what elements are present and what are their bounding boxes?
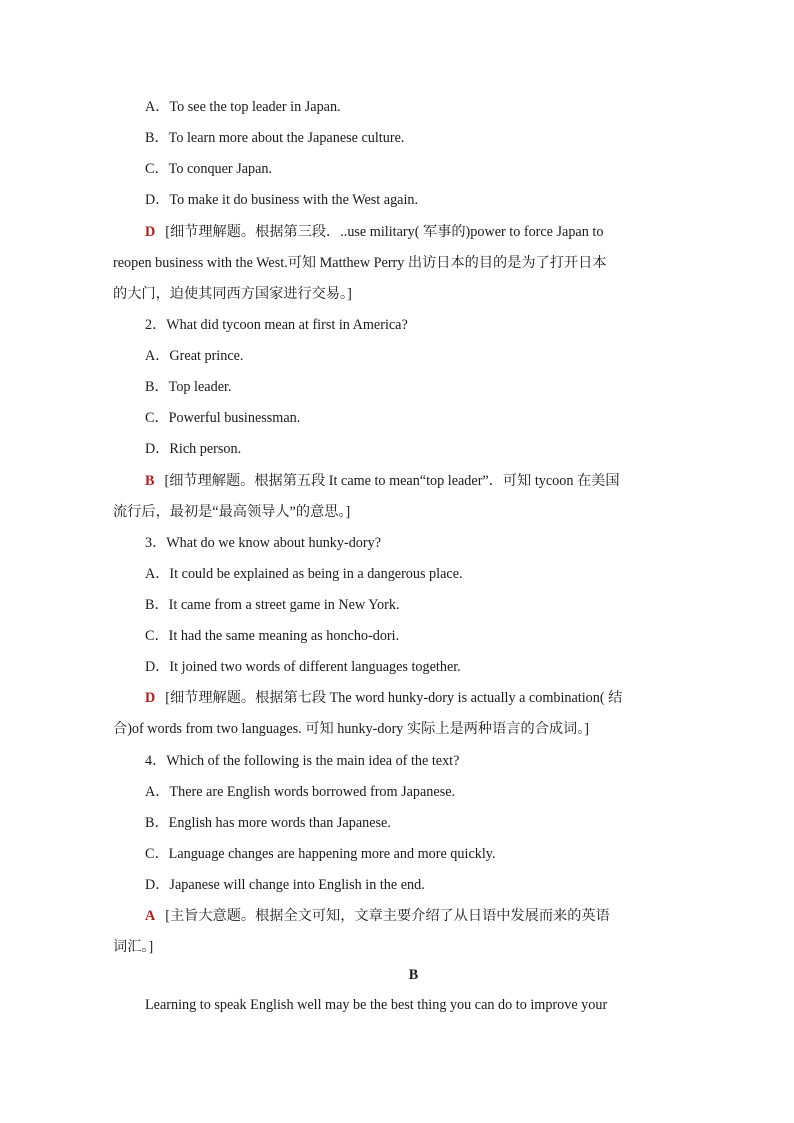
q4-option-d: D．Japanese will change into English in the end. — [145, 877, 425, 893]
q1-option-b: B．To learn more about the Japanese culture. — [145, 130, 405, 146]
q1-explanation-line3: 的大门，迫使其同西方国家进行交易。] — [113, 286, 352, 302]
q3-option-a: A．It could be explained as being in a dangerous place. — [145, 566, 463, 582]
section-b-first-line: Learning to speak English well may be the best thing you can do to improve your — [145, 997, 608, 1013]
q4-answer-key: A — [145, 908, 156, 924]
q4-explanation-line1: [主旨大意题。根据全文可知，文章主要介绍了从日语中发展而来的英语 — [165, 908, 610, 924]
q4-answer-explanation — [145, 906, 610, 926]
q4-question: 4．Which of the following is the main idea of the text? — [145, 753, 460, 769]
q3-option-b: B．It came from a street game in New York. — [145, 597, 400, 613]
q4-option-b: B．English has more words than Japanese. — [145, 815, 391, 831]
q1-option-a: A．To see the top leader in Japan. — [145, 99, 341, 115]
q2-explanation-line2: 流行后，最初是“最高领导人”的意思。] — [113, 504, 351, 520]
q4-option-a: A．There are English words borrowed from Japanese. — [145, 784, 456, 800]
q2-explanation-line1: [细节理解题。根据第五段 It came to mean“top leader”．可知 tycoon 在美国 — [164, 473, 620, 489]
q2-question: 2．What did tycoon mean at first in America? — [145, 317, 408, 333]
q3-explanation-line1: [细节理解题。根据第七段 The word hunky-dory is actually a combination( 结 — [165, 690, 623, 706]
q3-answer-key: D — [145, 690, 156, 706]
q2-option-d: D．Rich person. — [145, 441, 242, 457]
q3-question: 3．What do we know about hunky-dory? — [145, 535, 382, 551]
q2-option-a: A．Great prince. — [145, 348, 244, 364]
q3-option-d: D．It joined two words of different languages together. — [145, 659, 461, 675]
q1-answer-explanation — [145, 222, 603, 242]
q2-option-b: B．Top leader. — [145, 379, 232, 395]
q1-explanation-line2: reopen business with the West.可知 Matthew Perry 出访日本的目的是为了打开日本 — [113, 255, 607, 271]
q2-answer-key: B — [145, 473, 155, 489]
section-b-heading: B — [408, 967, 419, 983]
q1-explanation-line1: [细节理解题。根据第三段．..use military( 军事的)power to force Japan to — [165, 224, 604, 240]
q2-option-c: C．Powerful businessman. — [145, 410, 301, 426]
q3-option-c: C．It had the same meaning as honcho-dori. — [145, 628, 400, 644]
q1-answer-key: D — [145, 224, 156, 240]
q3-answer-explanation — [145, 688, 622, 708]
q4-explanation-line2: 词汇。] — [113, 939, 154, 955]
q1-option-c: C．To conquer Japan. — [145, 161, 273, 177]
q3-explanation-line2: 合)of words from two languages. 可知 hunky-dory 实际上是两种语言的合成词。] — [113, 721, 590, 737]
q4-option-c: C．Language changes are happening more and more quickly. — [145, 846, 496, 862]
q2-answer-explanation — [145, 471, 620, 491]
q1-option-d: D．To make it do business with the West again. — [145, 192, 419, 208]
